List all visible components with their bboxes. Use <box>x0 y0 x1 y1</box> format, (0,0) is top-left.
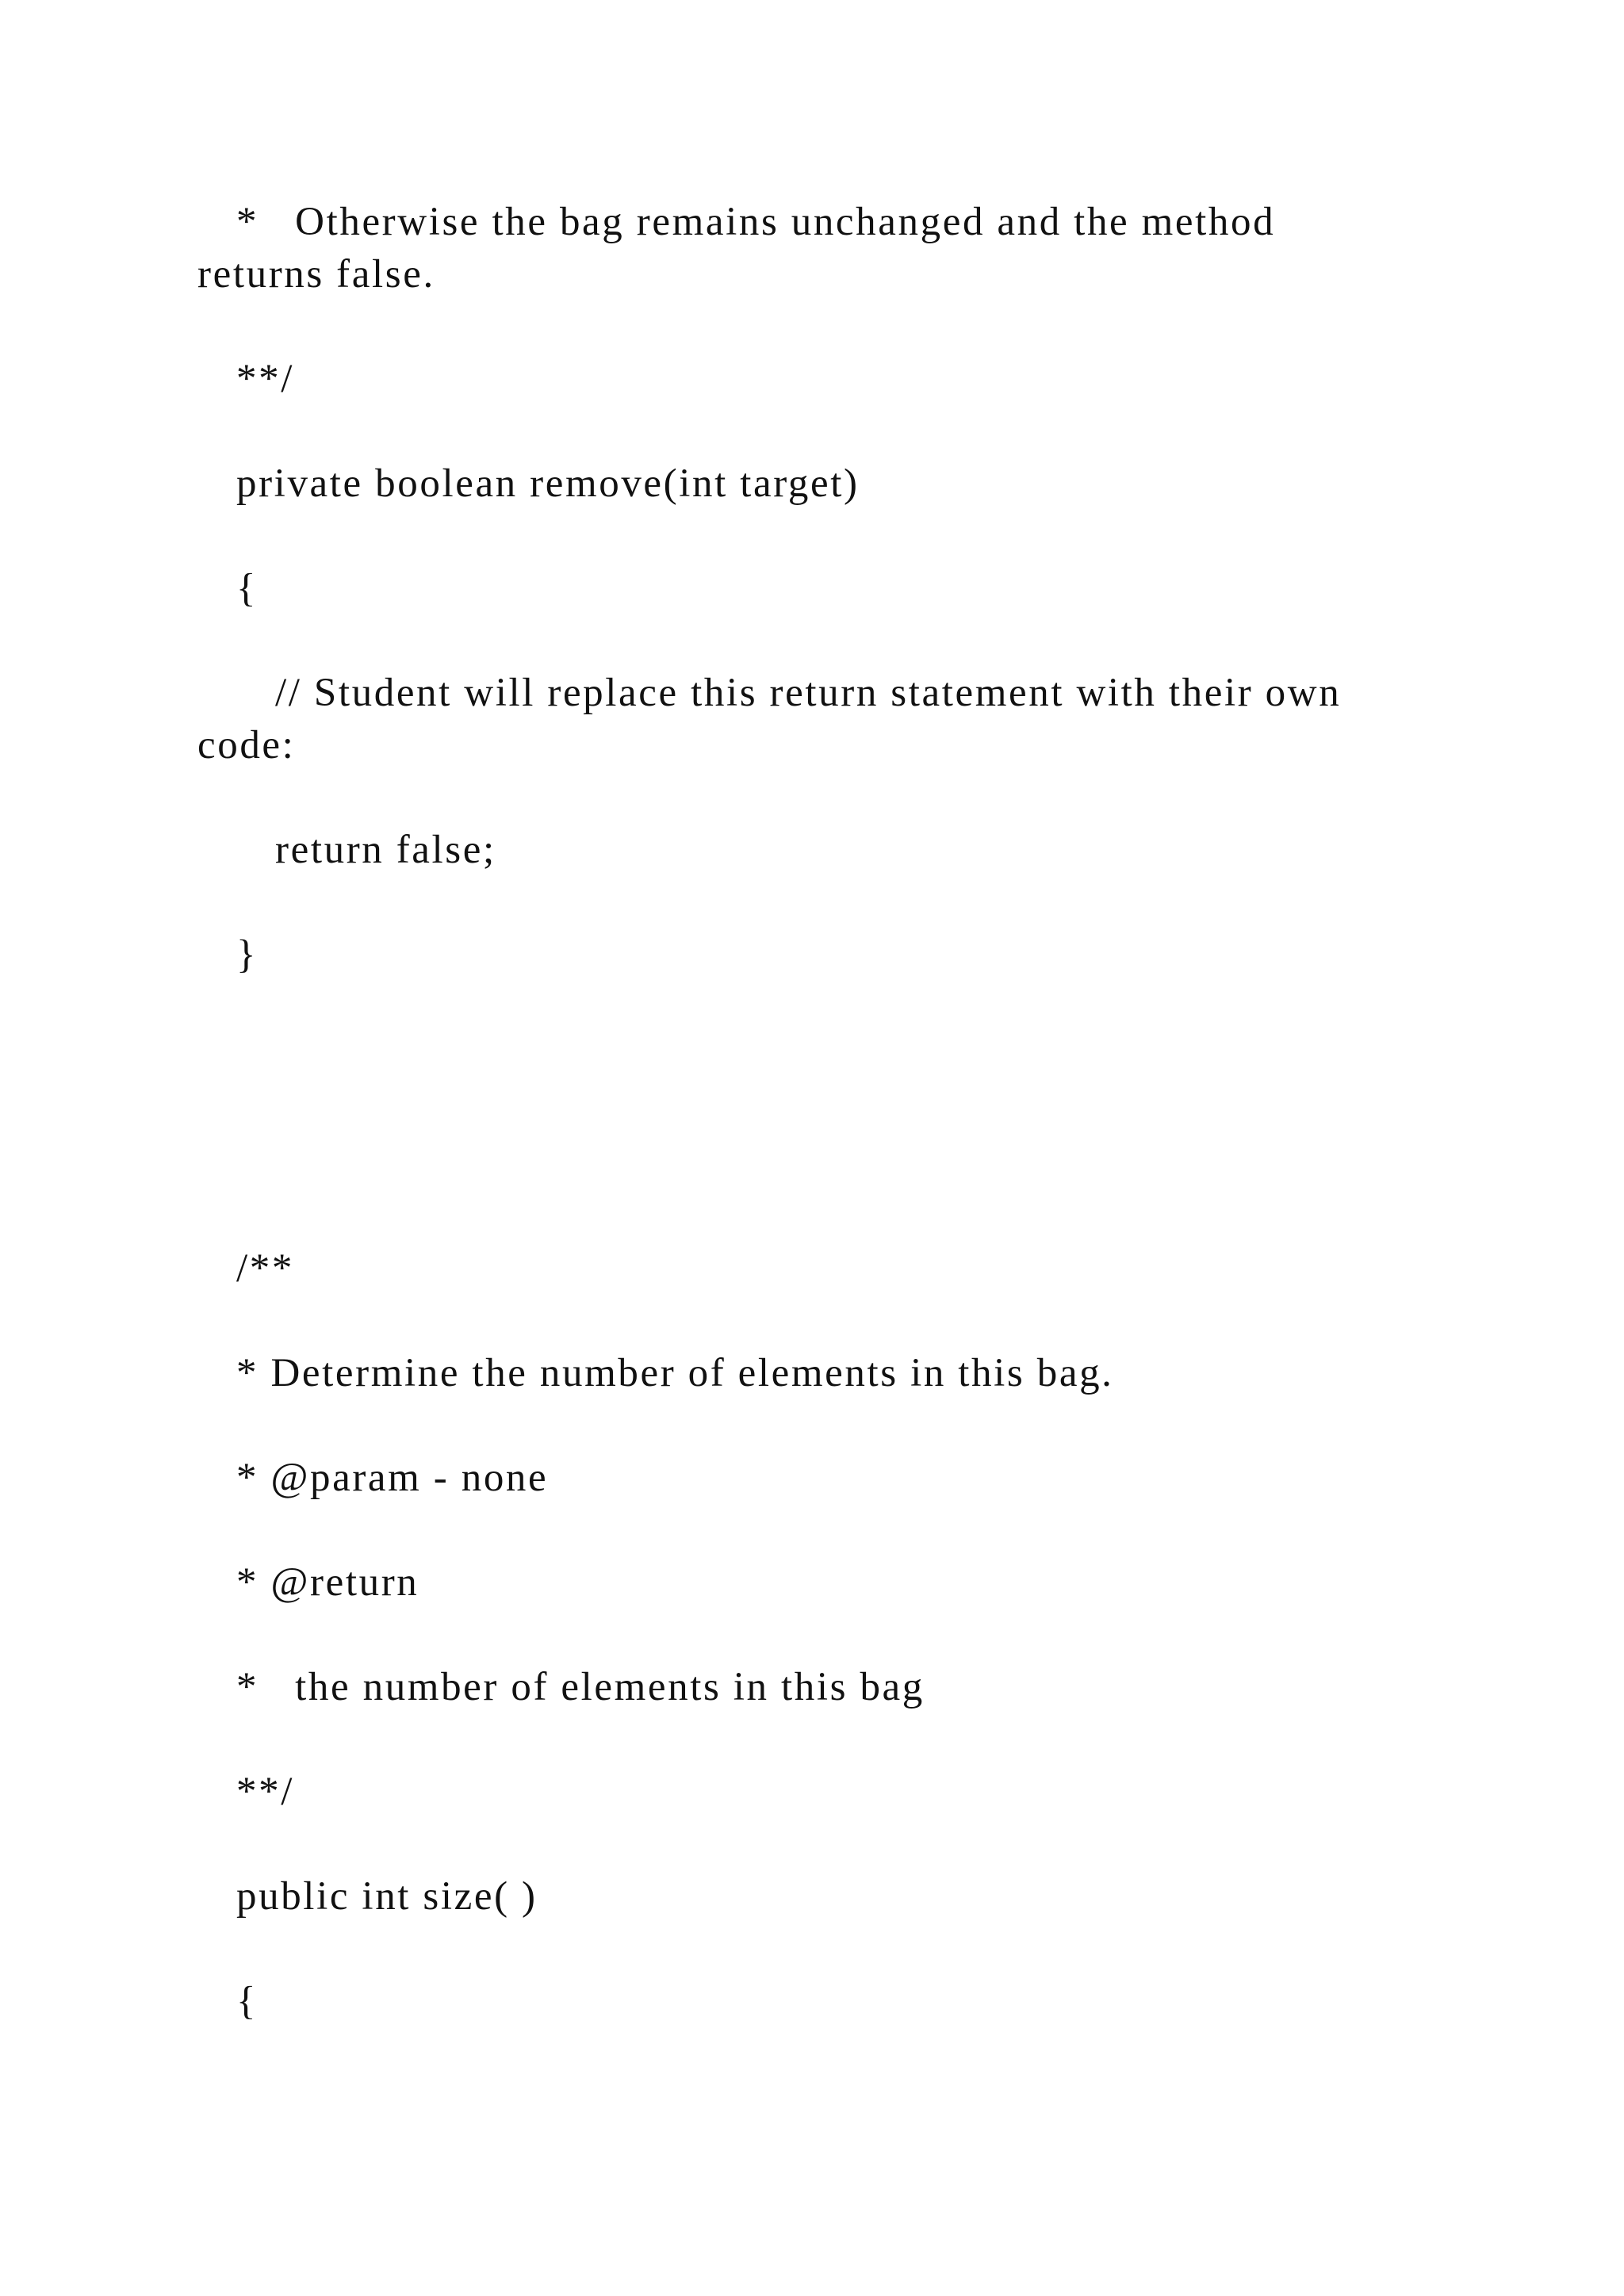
comment-otherwise-line: * Otherwise the bag remains unchanged and the method <box>236 200 1276 244</box>
comment-return-desc-line: * the number of elements in this bag <box>236 1665 925 1709</box>
return-statement: return false; <box>275 828 496 872</box>
comment-returns-false-line: returns false. <box>197 252 435 297</box>
open-brace-remove: { <box>236 566 259 610</box>
method-signature-remove: private boolean remove(int target) <box>236 461 860 506</box>
comment-start-line: /** <box>236 1246 294 1291</box>
student-comment-continuation: code: <box>197 723 296 767</box>
close-brace-remove: } <box>236 932 259 977</box>
comment-determine-line: * Determine the number of elements in this bag. <box>236 1351 1114 1395</box>
open-brace-size: { <box>236 1979 259 2023</box>
comment-end-line: **/ <box>236 357 294 401</box>
method-signature-size: public int size( ) <box>236 1874 538 1919</box>
comment-end-line-2: **/ <box>236 1770 294 1814</box>
comment-return-tag-line: * @return <box>236 1560 419 1605</box>
student-comment-line: // Student will replace this return statement with their own <box>275 671 1342 715</box>
comment-param-line: * @param - none <box>236 1456 549 1500</box>
